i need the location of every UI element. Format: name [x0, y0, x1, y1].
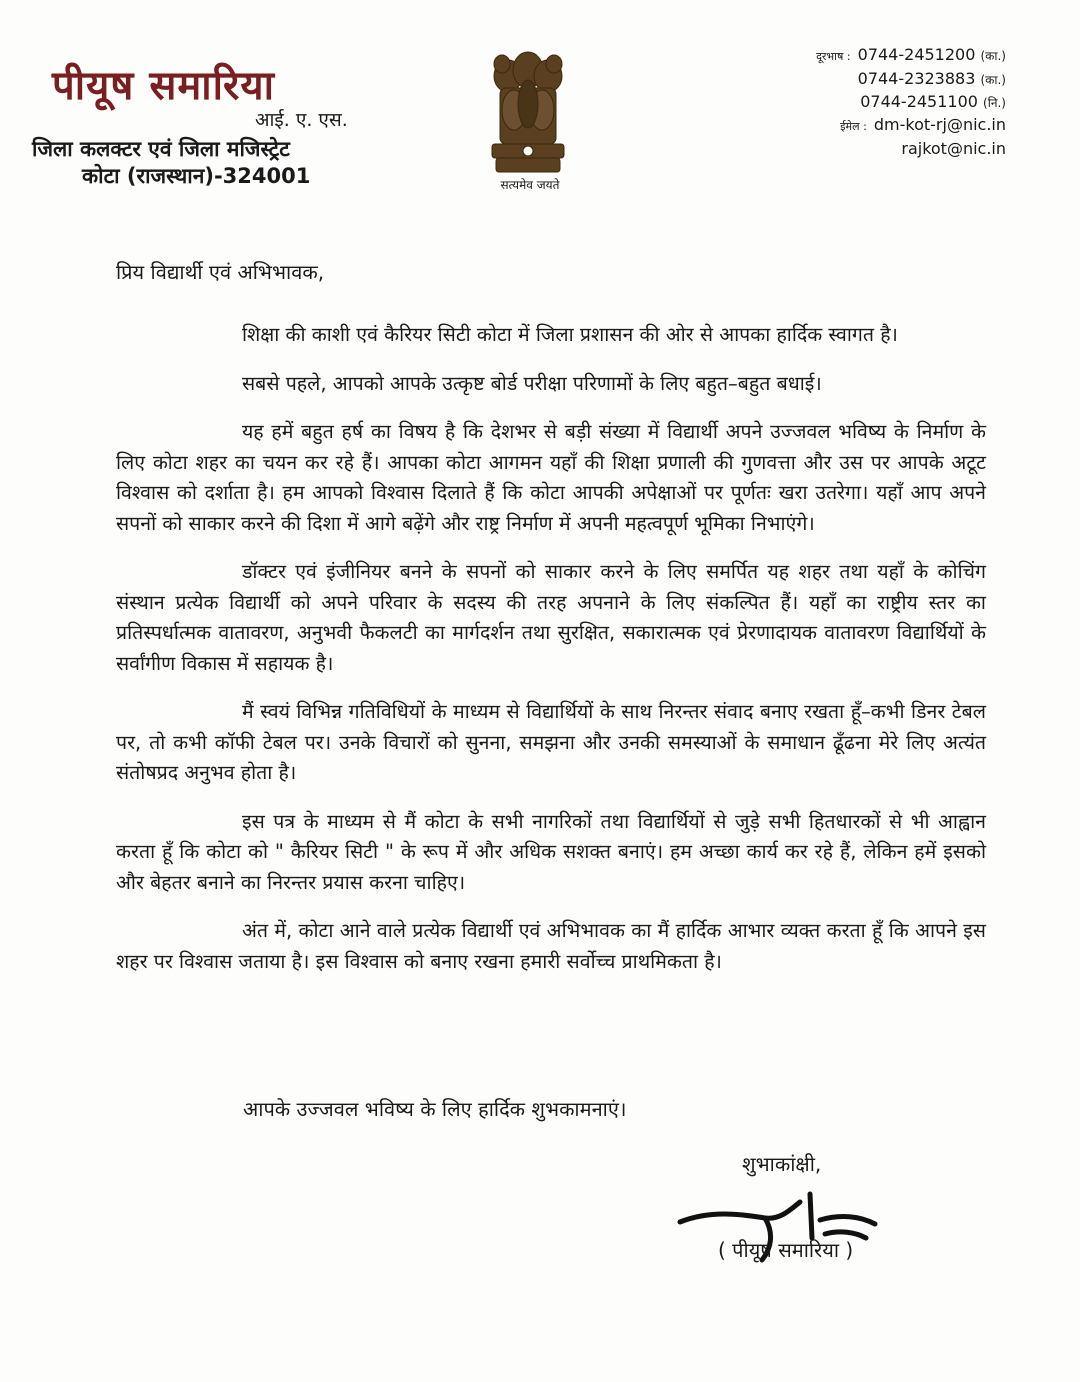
letter-body: [116, 320, 986, 995]
letterhead-location: कोटा (राजस्थान)-324001: [82, 164, 311, 188]
paragraph-7: अंत में, कोटा आने वाले प्रत्येक विद्यार्थी एवं अभिभावक का मैं हार्दिक आभार व्यक्त करता हूँ कि आपने इस शहर पर विश्वास जताया है। इस विश्वास को बनाए रखना हमारी सर्वोच्च प्राथमिकता है।: [116, 919, 986, 973]
email-address[interactable]: dm-kot-rj@nic.in: [873, 115, 1006, 134]
phone-line-3: [816, 91, 1006, 114]
salutation: प्रिय विद्यार्थी एवं अभिभावक,: [116, 260, 325, 284]
email-line-1: [816, 114, 1006, 138]
email-address[interactable]: rajkot@nic.in: [901, 139, 1006, 158]
phone-tag: (नि.): [983, 96, 1006, 110]
paragraph-2: सबसे पहले, आपको आपके उत्कृष्ट बोर्ड परीक्षा परिणामों के लिए बहुत–बहुत बधाई।: [242, 371, 822, 395]
paragraph-4: डॉक्टर एवं इंजीनियर बनने के सपनों को साकार करने के लिए समर्पित यह शहर तथा यहाँ के कोचिंग संस्थान प्रत्येक विद्यार्थी को अपने परिवार के सदस्य की तरह अपनाने के लिए संकल्पित हैं। यहाँ का राष्ट्रीय स्तर का प्रतिस्पर्धात्मक वातावरण, अनुभवी फैकलटी का मार्गदर्शन तथा सुरक्षित, सकारात्मक एवं प्रेरणादायक वातावरण विद्यार्थियों के सर्वांगीण विकास में सहायक है।: [116, 560, 986, 675]
phone-line-1: [816, 44, 1006, 68]
letterhead-service: आई. ए. एस.: [255, 109, 348, 131]
paragraph-6: इस पत्र के माध्यम से मैं कोटा के सभी नागरिकों तथा विद्यार्थियों से जुड़े सभी हितधारकों से भी आह्वान करता हूँ कि कोटा को " कैरियर सिटी " के रूप में और अधिक सशक्त बनाएं। हम अच्छा कार्य कर रहे हैं, लेकिन हमें इसको और बेहतर बनाने का निरन्तर प्रयास करना चाहिए।: [116, 809, 986, 894]
contact-block: [816, 44, 1006, 160]
phone-tag: (का.): [980, 49, 1006, 63]
phone-label: दूरभाष :: [816, 50, 851, 63]
letterhead-name: पीयूष समारिया: [52, 62, 275, 109]
closing-wishes: आपके उज्जवल भविष्य के लिए हार्दिक शुभकामनाएं।: [243, 1097, 627, 1121]
phone-number: 0744-2323883: [857, 69, 976, 88]
phone-number: 0744-2451100: [860, 92, 978, 111]
paragraph-5: मैं स्वयं विभिन्न गतिविधियों के माध्यम से विद्यार्थियों के साथ निरन्तर संवाद बनाए रखता हूँ–कभी डिनर टेबल पर, तो कभी कॉफी टेबल पर। उनके विचारों को सुनना, समझना और उनकी समस्याओं के समाधान ढूँढना मेरे लिए अत्यंत संतोषप्रद अनुभव होता है।: [116, 700, 986, 784]
phone-number: 0744-2451200: [857, 45, 976, 64]
email-line-2: [816, 138, 1006, 160]
signoff: शुभाकांक्षी,: [742, 1152, 822, 1176]
letterhead-designation: जिला कलक्टर एवं जिला मजिस्ट्रेट: [32, 137, 290, 161]
emblem-motto: सत्यमेव जयते: [500, 178, 560, 192]
paragraph-3: यह हमें बहुत हर्ष का विषय है कि देशभर से बड़ी संख्या में विद्यार्थी अपने उज्जवल भविष्य के निर्माण के लिए कोटा शहर का चयन कर रहे हैं। आपका कोटा आगमन यहाँ की शिक्षा प्रणाली की गुणवत्ता और उस पर आपके अटूट विश्वास को दर्शाता है। हम आपको विश्वास दिलाते हैं कि कोटा आपकी अपेक्षाओं पर पूर्णतः खरा उतरेगा। यहाँ आप अपने सपनों को साकार करने की दिशा में आगे बढ़ेंगे और राष्ट्र निर्माण में अपनी महत्वपूर्ण भूमिका निभाएंगे।: [116, 420, 986, 535]
phone-tag: (का.): [980, 73, 1006, 87]
email-label: ईमेल :: [840, 120, 867, 133]
phone-line-2: [816, 68, 1006, 91]
paragraph-1: शिक्षा की काशी एवं कैरियर सिटी कोटा में जिला प्रशासन की ओर से आपका हार्दिक स्वागत है।: [242, 323, 898, 346]
signer-name: ( पीयूष समारिया ): [718, 1238, 854, 1262]
signature-icon: [670, 1180, 900, 1280]
